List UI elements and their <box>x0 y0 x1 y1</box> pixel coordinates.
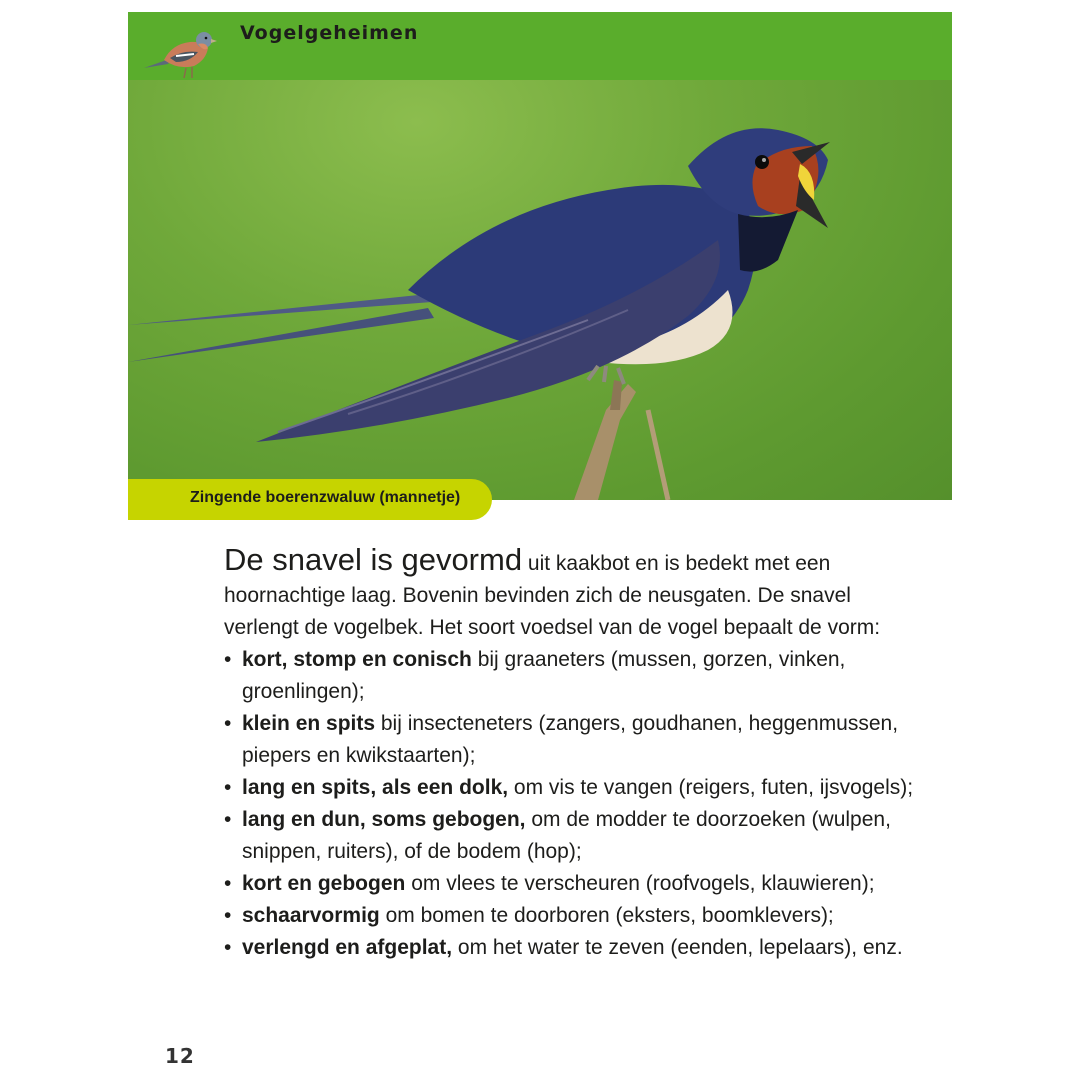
chaffinch-icon <box>142 22 222 80</box>
body-text <box>224 540 924 964</box>
page-number: 12 <box>165 1044 195 1068</box>
intro-paragraph <box>224 540 924 644</box>
intro-text: uit kaakbot en is bedekt met een hoornachtige laag. Bovenin bevinden zich de neusgaten. De snavel verlengt de vogelbek. Het soort voedsel van de vogel bepaalt de vorm: <box>224 552 881 639</box>
photo-caption <box>128 479 492 520</box>
list-item: • kort, stomp en conisch bij graaneters (mussen, gorzen, vinken, groenlingen); <box>224 648 846 703</box>
list-item: • schaarvormig om bomen te doorboren (eksters, boomklevers); <box>224 904 834 927</box>
beak-shape-list <box>224 644 924 964</box>
list-item: • klein en spits bij insecteneters (zangers, goudhanen, heggenmussen, piepers en kwikstaarten); <box>224 712 899 767</box>
list-item: • lang en spits, als een dolk, om vis te vangen (reigers, futen, ijsvogels); <box>224 776 914 799</box>
list-item: • lang en dun, soms gebogen, om de modder te doorzoeken (wulpen, snippen, ruiters), of de bodem (hop); <box>224 808 891 863</box>
list-item: • verlengd en afgeplat, om het water te zeven (eenden, lepelaars), enz. <box>224 936 903 959</box>
lead-text: De snavel is gevormd <box>224 542 523 577</box>
header-bar <box>128 12 952 80</box>
caption-text: Zingende boerenzwaluw (mannetje) <box>190 489 461 506</box>
page-header-title: Vogelgeheimen <box>240 22 419 44</box>
list-item: • kort en gebogen om vlees te verscheuren (roofvogels, klauwieren); <box>224 872 875 895</box>
barn-swallow-photo <box>128 80 952 500</box>
